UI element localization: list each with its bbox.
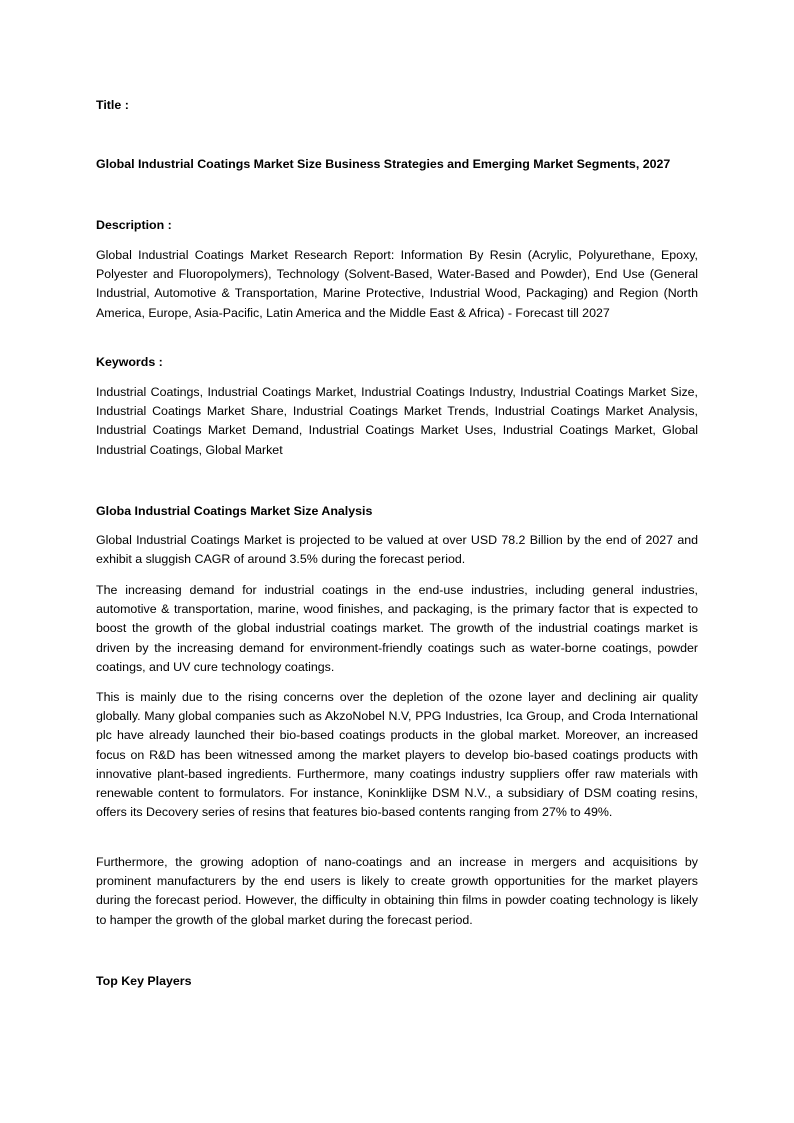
analysis-paragraph: Global Industrial Coatings Market is projected to be valued at over USD 78.2 Billion by the end of 2027 and exhibit a sluggish CAGR of around 3.5% during the forecast period. bbox=[96, 533, 698, 567]
description-text: Global Industrial Coatings Market Research Report: Information By Resin (Acrylic, Polyurethane, Epoxy, Polyester and Fluoropolymers), Technology (Solvent-Based, Water-Based and Powder), End Use (General Industrial, Automotive & Transportation, Marine Protective, Industrial Wood, Packaging) and Region (North America, Europe, Asia-Pacific, Latin America and the Middle East & Africa) - Forecast till 2027 bbox=[96, 248, 698, 320]
players-heading: Top Key Players bbox=[96, 974, 192, 988]
analysis-paragraph: Furthermore, the growing adoption of nano-coatings and an increase in mergers and acquisitions by prominent manufacturers by the end users is likely to create growth opportunities for the market players during the forecast period. However, the difficulty in obtaining thin films in powder coating technology is likely to hamper the growth of the global market during the forecast period. bbox=[96, 855, 698, 927]
description-label: Description : bbox=[96, 218, 172, 232]
analysis-heading: Globa Industrial Coatings Market Size Analysis bbox=[96, 504, 373, 518]
analysis-paragraph: The increasing demand for industrial coatings in the end-use industries, including general industries, automotive & transportation, marine, wood finishes, and packaging, is the primary factor that is expected to boost the growth of the global industrial coatings market. The growth of the industrial coatings market is driven by the increasing demand for environment-friendly coatings such as water-borne coatings, powder coatings, and UV cure technology coatings. bbox=[96, 583, 698, 674]
analysis-paragraph: This is mainly due to the rising concerns over the depletion of the ozone layer and declining air quality globally. Many global companies such as AkzoNobel N.V, PPG Industries, Ica Group, and Croda International plc have already launched their bio-based coatings products in the global market. Moreover, an increased focus on R&D has been witnessed among the market players to develop bio-based coatings products with innovative plant-based ingredients. Furthermore, many coatings industry suppliers offer raw materials with renewable content to formulators. For instance, Koninklijke DSM N.V., a subsidiary of DSM coating resins, offers its Decovery series of resins that features bio-based contents ranging from 27% to 49%. bbox=[96, 690, 698, 820]
title-label: Title : bbox=[96, 98, 129, 112]
keywords-label: Keywords : bbox=[96, 355, 163, 369]
keywords-text: Industrial Coatings, Industrial Coatings Market, Industrial Coatings Industry, Industrial Coatings Market Size, Industrial Coatings Market Share, Industrial Coatings Market Trends, Industrial Coatings Market Analysis, Industrial Coatings Market Demand, Industrial Coatings Market Uses, Industrial Coatings Market, Global Industrial Coatings, Global Market bbox=[96, 385, 698, 457]
document-title: Global Industrial Coatings Market Size Business Strategies and Emerging Market Segments, 2027 bbox=[96, 157, 671, 171]
